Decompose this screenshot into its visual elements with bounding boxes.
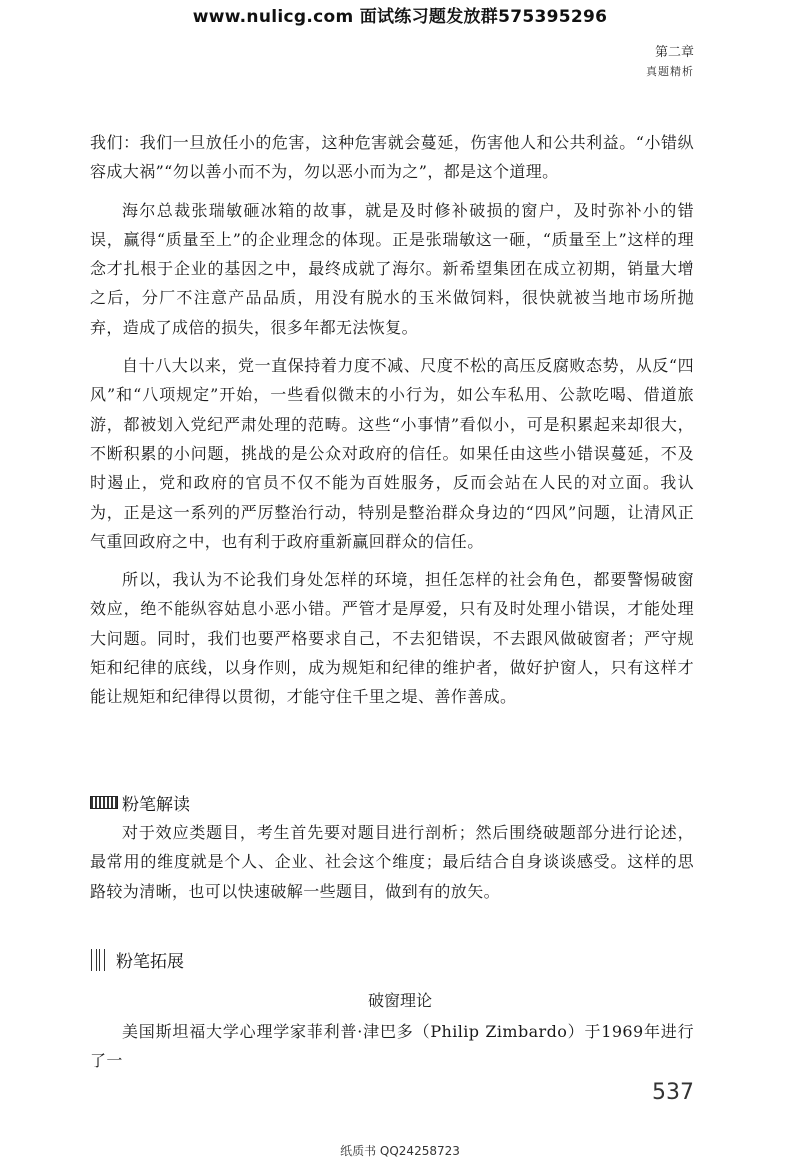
section-read-body [90,818,694,906]
read-icon [90,796,118,809]
footer-note: 纸质书 QQ24258723 [340,1144,460,1158]
section-expand-title: 粉笔拓展 [116,952,184,972]
section-read-title: 粉笔解读 [122,795,190,815]
running-header [646,44,694,82]
section-read-text: 对于效应类题目，考生首先要对题目进行剖析；然后围绕破题部分进行论述，最常用的维度就是个人、企业、社会这个维度；最后结合自身谈谈感受。这样的思路较为清晰，也可以快速破解一些题目，做到有的放矢。 [90,823,694,901]
page-number: 537 [652,1080,694,1105]
body-paragraph: 自十八大以来，党一直保持着力度不减、尺度不松的高压反腐败态势，从反“四风”和“八项规定”开始，一些看似微末的小行为，如公车私用、公款吃喝、借道旅游，都被划入党纪严肃处理的范畴。这些“小事情”看似小，可是积累起来却很大，不断积累的小问题，挑战的是公众对政府的信任。如果任由这些小错误蔓延，不及时遏止，党和政府的官员不仅不能为百姓服务，反而会站在人民的对立面。我认为，正是这一系列的严厉整治行动，特别是整治群众身边的“四风”问题，让清风正气重回政府之中，也有利于政府重新赢回群众的信任。 [90,356,694,551]
main-body [90,128,694,721]
chapter-subtitle: 真题精析 [646,65,694,78]
body-paragraph: 海尔总裁张瑞敏砸冰箱的故事，就是及时修补破损的窗户，及时弥补小的错误，赢得“质量至上”的企业理念的体现。正是张瑞敏这一砸，“质量至上”这样的理念才扎根于企业的基因之中，最终成就了海尔。新希望集团在成立初期，销量大增之后，分厂不注意产品品质，用没有脱水的玉米做饲料，很快就被当地市场所抛弃，造成了成倍的损失，很多年都无法恢复。 [90,200,694,337]
top-banner: www.nulicg.com 面试练习题发放群575395296 [192,7,608,27]
body-paragraph: 所以，我认为不论我们身处怎样的环境，担任怎样的社会角色，都要警惕破窗效应，绝不能纵容姑息小恶小错。严管才是厚爱，只有及时处理小错误，才能处理大问题。同时，我们也要严格要求自己，不去犯错误，不去跟风做破窗者；严守规矩和纪律的底线，以身作则，成为规矩和纪律的维护者，做好护窗人，只有这样才能让规矩和纪律得以贯彻，才能守住千里之堤、善作善成。 [90,570,694,707]
section-read-heading [90,790,190,815]
section-expand-text: 美国斯坦福大学心理学家菲利普·津巴多（Philip Zimbardo）于1969年进行了一 [90,1022,694,1071]
section-expand-body [90,1017,694,1076]
expand-icon [90,949,106,971]
section-expand-heading [90,947,184,972]
body-paragraph: 我们：我们一旦放任小的危害，这种危害就会蔓延，伤害他人和公共利益。“小错纵容成大祸”“勿以善小而不为，勿以恶小而为之”，都是这个道理。 [90,133,694,182]
chapter-title: 第二章 [654,45,694,60]
section-expand-subtitle: 破窗理论 [367,991,432,1010]
